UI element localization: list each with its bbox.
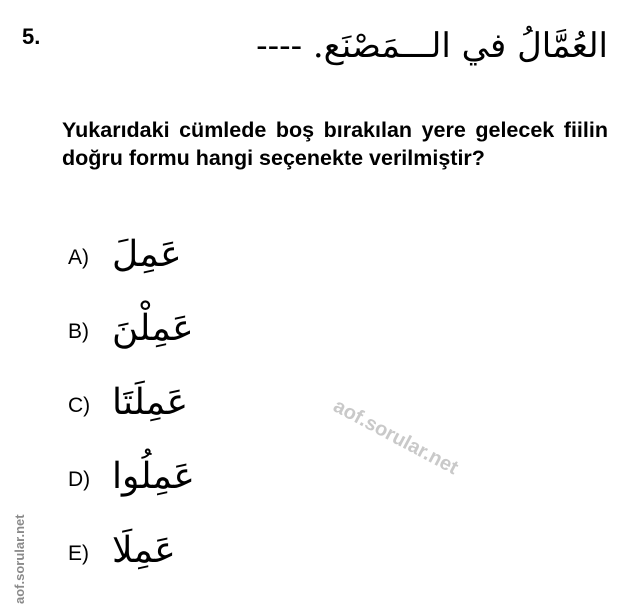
option-d[interactable] [68,458,288,518]
option-arabic: عَمِلْنَ [112,308,194,349]
question-number: 5. [22,24,41,49]
question-text: Yukarıdaki cümlede boş bırakılan yere gelecek fiilin doğru formu hangi seçenekte verilmiştir? [62,118,608,170]
option-letter: E) [68,542,89,565]
option-a[interactable] [68,236,288,296]
watermark-side: aof.sorular.net [12,514,27,604]
option-letter: D) [68,468,91,491]
watermark-center: aof.sorular.net [329,395,462,480]
option-arabic: عَمِلَا [112,530,176,571]
option-c[interactable] [68,384,288,444]
arabic-sentence: العُمَّالُ في الـــمَصْنَع. ---- [256,26,608,66]
option-e[interactable] [68,532,288,592]
option-arabic: عَمِلَ [112,234,182,275]
option-letter: C) [68,394,91,417]
option-letter: A) [68,246,89,269]
option-b[interactable] [68,310,288,370]
option-letter: B) [68,320,89,343]
option-arabic: عَمِلُوا [112,456,195,497]
option-arabic: عَمِلَتَا [112,382,189,423]
